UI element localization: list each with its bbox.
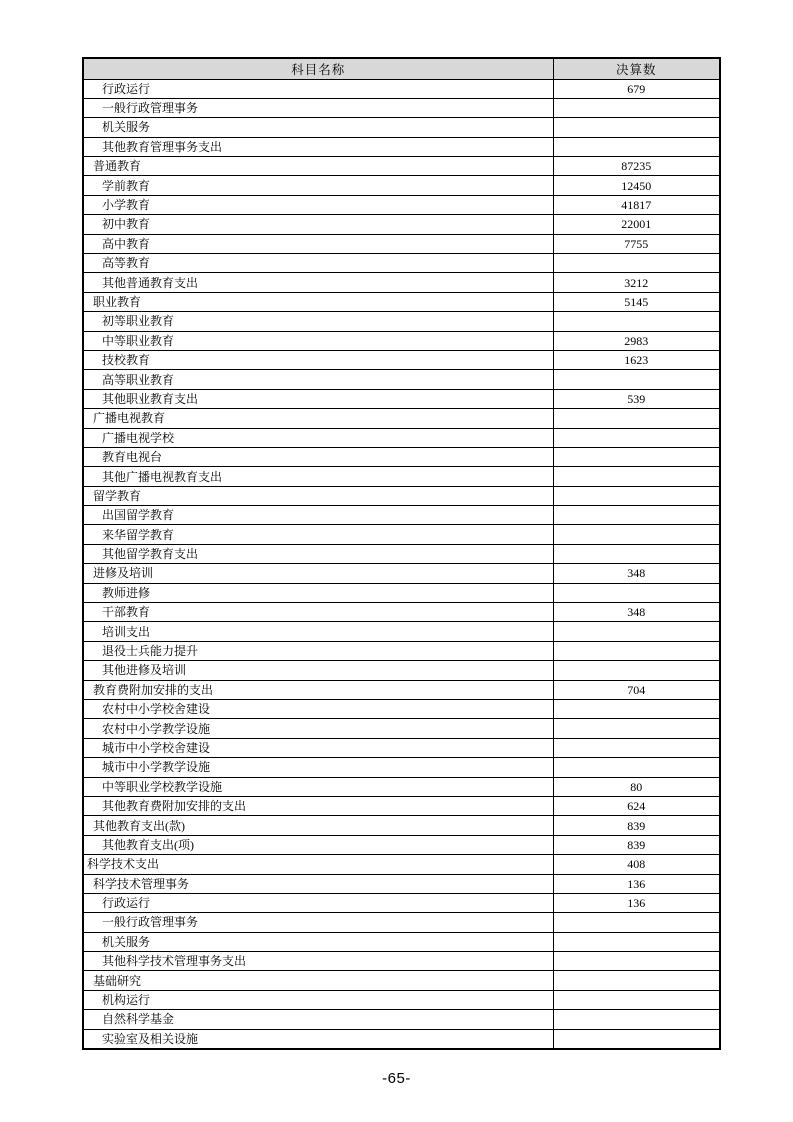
subject-cell: 其他留学教育支出 <box>83 544 553 563</box>
amount-cell <box>553 622 720 641</box>
subject-cell: 来华留学教育 <box>83 525 553 544</box>
subject-cell: 实验室及相关设施 <box>83 1029 553 1048</box>
subject-cell: 机关服务 <box>83 932 553 951</box>
amount-cell <box>553 409 720 428</box>
amount-cell <box>553 719 720 738</box>
table-row <box>83 952 720 971</box>
amount-cell: 839 <box>553 816 720 835</box>
subject-cell: 其他广播电视教育支出 <box>83 467 553 486</box>
table-row <box>83 254 720 273</box>
subject-cell: 其他进修及培训 <box>83 661 553 680</box>
amount-cell <box>553 932 720 951</box>
table-row <box>83 758 720 777</box>
subject-cell: 职业教育 <box>83 292 553 311</box>
amount-cell <box>553 254 720 273</box>
amount-cell: 12450 <box>553 176 720 195</box>
subject-cell: 广播电视教育 <box>83 409 553 428</box>
table-row <box>83 467 720 486</box>
amount-cell: 679 <box>553 79 720 98</box>
amount-cell: 704 <box>553 680 720 699</box>
subject-cell: 出国留学教育 <box>83 506 553 525</box>
amount-cell: 87235 <box>553 157 720 176</box>
amount-cell: 1623 <box>553 350 720 369</box>
amount-cell: 41817 <box>553 195 720 214</box>
subject-cell: 进修及培训 <box>83 564 553 583</box>
amount-cell <box>553 506 720 525</box>
table-row <box>83 137 720 156</box>
subject-cell: 广播电视学校 <box>83 428 553 447</box>
subject-cell: 学前教育 <box>83 176 553 195</box>
subject-cell: 中等职业学校教学设施 <box>83 777 553 796</box>
table-row <box>83 98 720 117</box>
table-row <box>83 486 720 505</box>
table-row <box>83 1029 720 1048</box>
table-row <box>83 932 720 951</box>
table-row <box>83 195 720 214</box>
subject-cell: 行政运行 <box>83 893 553 912</box>
subject-cell: 小学教育 <box>83 195 553 214</box>
amount-cell <box>553 1010 720 1029</box>
table-row <box>83 428 720 447</box>
subject-cell: 退役士兵能力提升 <box>83 641 553 660</box>
amount-cell: 539 <box>553 389 720 408</box>
subject-cell: 其他普通教育支出 <box>83 273 553 292</box>
subject-cell: 基础研究 <box>83 971 553 990</box>
amount-cell <box>553 525 720 544</box>
amount-cell <box>553 661 720 680</box>
amount-cell <box>553 738 720 757</box>
amount-cell: 7755 <box>553 234 720 253</box>
amount-cell <box>553 137 720 156</box>
table-row <box>83 370 720 389</box>
subject-cell: 自然科学基金 <box>83 1010 553 1029</box>
table-row <box>83 990 720 1009</box>
table-row <box>83 816 720 835</box>
budget-table <box>82 57 721 1050</box>
table-header-row <box>83 58 720 79</box>
table-row <box>83 506 720 525</box>
table-row <box>83 312 720 331</box>
amount-cell: 5145 <box>553 292 720 311</box>
amount-cell <box>553 913 720 932</box>
table-row <box>83 447 720 466</box>
table-row <box>83 409 720 428</box>
table-row <box>83 603 720 622</box>
table-row <box>83 118 720 137</box>
amount-cell <box>553 583 720 602</box>
subject-cell: 城市中小学教学设施 <box>83 758 553 777</box>
amount-cell: 136 <box>553 893 720 912</box>
subject-cell: 干部教育 <box>83 603 553 622</box>
table-header <box>83 58 720 79</box>
table-row <box>83 641 720 660</box>
subject-cell: 高等职业教育 <box>83 370 553 389</box>
table-row <box>83 1010 720 1029</box>
amount-cell <box>553 370 720 389</box>
subject-cell: 技校教育 <box>83 350 553 369</box>
amount-cell <box>553 428 720 447</box>
subject-cell: 初中教育 <box>83 215 553 234</box>
amount-cell <box>553 700 720 719</box>
table-row <box>83 157 720 176</box>
amount-cell <box>553 758 720 777</box>
amount-cell: 624 <box>553 796 720 815</box>
table-row <box>83 680 720 699</box>
header-subject-name: 科目名称 <box>83 58 553 79</box>
subject-cell: 教育费附加安排的支出 <box>83 680 553 699</box>
table-row <box>83 622 720 641</box>
amount-cell <box>553 98 720 117</box>
table-row <box>83 796 720 815</box>
table-row <box>83 583 720 602</box>
table-row <box>83 893 720 912</box>
subject-cell: 其他教育支出(项) <box>83 835 553 854</box>
amount-cell: 348 <box>553 564 720 583</box>
amount-cell: 408 <box>553 855 720 874</box>
table-row <box>83 525 720 544</box>
amount-cell <box>553 486 720 505</box>
table-row <box>83 389 720 408</box>
subject-cell: 机构运行 <box>83 990 553 1009</box>
table-row <box>83 176 720 195</box>
subject-cell: 其他教育费附加安排的支出 <box>83 796 553 815</box>
table-row <box>83 719 720 738</box>
amount-cell <box>553 971 720 990</box>
table-row <box>83 79 720 98</box>
subject-cell: 初等职业教育 <box>83 312 553 331</box>
amount-cell: 22001 <box>553 215 720 234</box>
amount-cell <box>553 544 720 563</box>
table-row <box>83 215 720 234</box>
subject-cell: 机关服务 <box>83 118 553 137</box>
table-row <box>83 292 720 311</box>
subject-cell: 农村中小学校舍建设 <box>83 700 553 719</box>
subject-cell: 留学教育 <box>83 486 553 505</box>
amount-cell <box>553 312 720 331</box>
table-row <box>83 234 720 253</box>
amount-cell <box>553 118 720 137</box>
subject-cell: 其他职业教育支出 <box>83 389 553 408</box>
table-row <box>83 855 720 874</box>
subject-cell: 一般行政管理事务 <box>83 913 553 932</box>
subject-cell: 行政运行 <box>83 79 553 98</box>
table-row <box>83 874 720 893</box>
table-row <box>83 738 720 757</box>
subject-cell: 教育电视台 <box>83 447 553 466</box>
subject-cell: 城市中小学校舍建设 <box>83 738 553 757</box>
amount-cell <box>553 447 720 466</box>
table-row <box>83 971 720 990</box>
amount-cell: 348 <box>553 603 720 622</box>
subject-cell: 科学技术支出 <box>83 855 553 874</box>
table-row <box>83 661 720 680</box>
page-number: -65- <box>382 1070 411 1087</box>
amount-cell <box>553 990 720 1009</box>
amount-cell <box>553 952 720 971</box>
amount-cell: 3212 <box>553 273 720 292</box>
header-final-amount: 决算数 <box>553 58 720 79</box>
subject-cell: 其他教育支出(款) <box>83 816 553 835</box>
amount-cell: 136 <box>553 874 720 893</box>
subject-cell: 其他教育管理事务支出 <box>83 137 553 156</box>
subject-cell: 教师进修 <box>83 583 553 602</box>
amount-cell <box>553 641 720 660</box>
subject-cell: 其他科学技术管理事务支出 <box>83 952 553 971</box>
table-row <box>83 835 720 854</box>
subject-cell: 一般行政管理事务 <box>83 98 553 117</box>
table-row <box>83 544 720 563</box>
table-body <box>83 79 720 1049</box>
subject-cell: 普通教育 <box>83 157 553 176</box>
table-row <box>83 913 720 932</box>
subject-cell: 科学技术管理事务 <box>83 874 553 893</box>
table-row <box>83 564 720 583</box>
amount-cell <box>553 1029 720 1048</box>
amount-cell <box>553 467 720 486</box>
amount-cell: 839 <box>553 835 720 854</box>
subject-cell: 高中教育 <box>83 234 553 253</box>
subject-cell: 培训支出 <box>83 622 553 641</box>
table-row <box>83 350 720 369</box>
table-row <box>83 273 720 292</box>
subject-cell: 中等职业教育 <box>83 331 553 350</box>
subject-cell: 农村中小学教学设施 <box>83 719 553 738</box>
table-row <box>83 331 720 350</box>
amount-cell: 2983 <box>553 331 720 350</box>
table-row <box>83 700 720 719</box>
amount-cell: 80 <box>553 777 720 796</box>
subject-cell: 高等教育 <box>83 254 553 273</box>
table-row <box>83 777 720 796</box>
